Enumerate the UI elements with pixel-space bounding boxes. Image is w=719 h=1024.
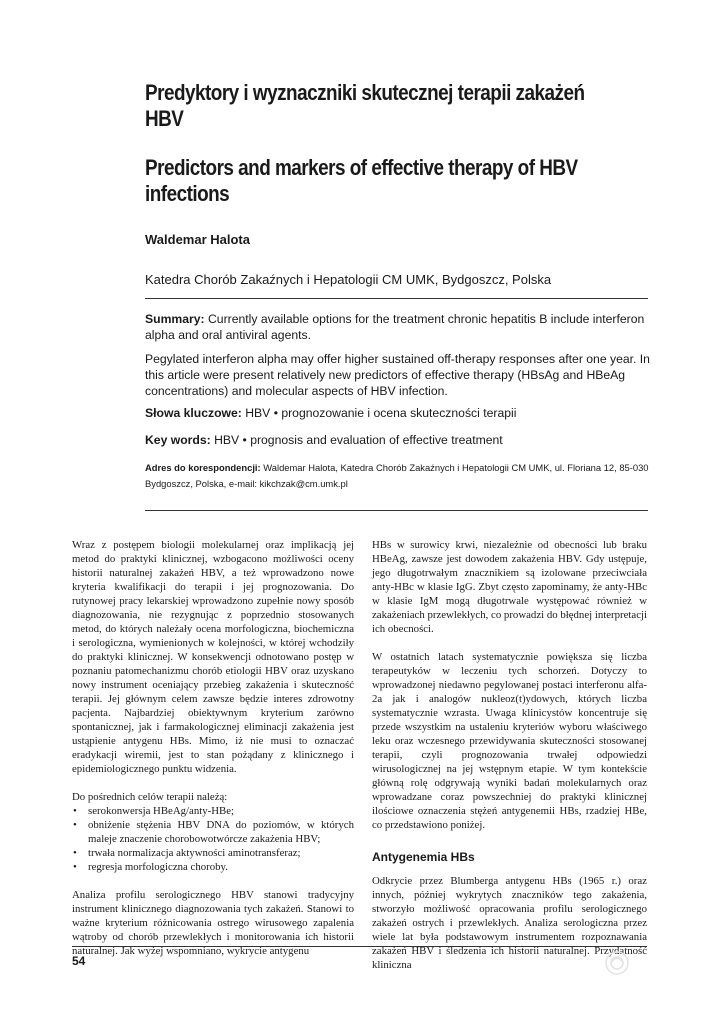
correspondence-text: Waldemar Halota, Katedra Chorób Zakaźnych i Hepatologii CM UMK, ul. Floriana 12, 85-030 Bydgoszcz, Polska, e-mail: kikchzak@cm.umk.pl bbox=[145, 462, 649, 489]
correspondence-address bbox=[145, 460, 650, 492]
correspondence-label: Adres do korespondencji: bbox=[145, 462, 261, 473]
author-name: Waldemar Halota bbox=[145, 232, 250, 247]
list-item-text: obniżenie stężenia HBV DNA do poziomów, w których maleje znaczenie chorobowotwórcze zakażenia HBV; bbox=[88, 819, 354, 845]
list-item bbox=[72, 818, 354, 846]
bullet-icon: • bbox=[73, 819, 77, 831]
title-polish: Predyktory i wyznaczniki skutecznej terapii zakażeń HBV bbox=[145, 80, 585, 131]
affiliation: Katedra Chorób Zakaźnych i Hepatologii CM UMK, Bydgoszcz, Polska bbox=[145, 272, 552, 287]
body-column-left bbox=[72, 538, 354, 958]
body-paragraph: W ostatnich latach systematycznie powiększa się liczba terapeutyków w leczeniu tych schorzeń. Dotyczy to wprowadzonej niedawno pegylowanej postaci interferonu alfa-2a jak i analogów nukleoz(t)ydowych, których liczba systematycznie wzrasta. Uwaga klinicystów koncentruje się przede wszystkim na ustaleniu kryteriów wyboru właściwego leku oraz wczesnego przewidywania skuteczności stosowanej terapii, czyli prognozowania trwałej odpowiedzi wirusologicznej na jej wstępnym etapie. W tym kontekście główną rolę odgrywają wyniki badań molekularnych oraz wprowadzane coraz powszechniej do praktyki klinicznej ilościowe oznaczenia stężeń antygenemii HBs, rzadziej HBe, co przedstawiono poniżej. bbox=[372, 651, 647, 831]
body-column-right bbox=[372, 538, 647, 972]
body-paragraph: Odkrycie przez Blumberga antygenu HBs (1965 r.) oraz innych, później wykrytych znaczników tego zakażenia, stworzyło możliwość opracowania profilu serologicznego zakażeń ostrych i przewlekłych. Analiza serologiczna przez wiele lat była podstawowym instrumentem rozpoznawania zakażeń HBV i śledzenia ich historii naturalnej. Przydatność kliniczna bbox=[372, 875, 647, 971]
body-paragraph: HBs w surowicy krwi, niezależnie od obecności lub braku HBeAg, zawsze jest dowodem zakażenia HBV. Gdy ustępuje, jego długotrwałym znacznikiem są izolowane przeciwciała anty-HBc w klasie IgG. Zbyt często zapominamy, że anty-HBc w klasie IgM mogą długotrwale występować również w zakażeniach przewlekłych, co prowadzi do błędnej interpretacji ich obecności. bbox=[372, 539, 647, 635]
summary-paragraph-2: Pegylated interferon alpha may offer higher sustained off-therapy responses after one year. In this article were present relatively new predictors of effective therapy (HBsAg and HBeAg concentrations) and molecular aspects of HBV infection. bbox=[145, 352, 650, 398]
summary bbox=[145, 311, 650, 343]
abstract-bottom-rule bbox=[145, 510, 648, 511]
bullet-icon: • bbox=[73, 861, 77, 873]
keywords-polish-label: Słowa kluczowe: bbox=[145, 406, 242, 420]
body-paragraph: Analiza profilu serologicznego HBV stanowi tradycyjny instrument klinicznego diagnozowania tych zakażeń. Stanowi to ważne kryterium różnicowania ostrego wirusowego zapalenia wątroby od chorób przewlekłych i monitorowania ich historii naturalnej. Jak wyżej wspomniano, wykrycie antygenu bbox=[72, 889, 354, 957]
bullet-icon: • bbox=[73, 805, 77, 817]
bullet-icon: • bbox=[73, 847, 77, 859]
keywords-english bbox=[145, 432, 650, 448]
page-number: 54 bbox=[72, 954, 86, 968]
section-heading: Antygenemia HBs bbox=[372, 850, 475, 864]
list-item bbox=[72, 860, 354, 874]
list-item-text: trwała normalizacja aktywności aminotransferaz; bbox=[88, 847, 301, 859]
keywords-english-label: Key words: bbox=[145, 433, 211, 447]
abstract-top-rule bbox=[145, 298, 648, 299]
body-paragraph: Wraz z postępem biologii molekularnej oraz implikacją jej metod do praktyki klinicznej, wzbogacono możliwości oceny historii naturalnej zakażeń HBV, a też wprowadzono nowe kryteria kwalifikacji do terapii i jej prognozowania. Do rutynowej pracy lekarskiej wprowadzono zupełnie nowy sposób diagnozowania, nie rezygnując z poprzednio stosowanych metod, do których należały ocena morfologiczna, biochemiczna i serologiczna, wymienionych w kolejności, w której wchodziły do praktyki klinicznej. W konsekwencji odnotowano postęp w poznaniu patomechanizmu chorób etiologii HBV oraz uzyskano nowy instrument oceniający przebieg zakażenia i skuteczność terapii. Jej głównym celem zawsze będzie interes zdrowotny pacjenta. Najbardziej obiektywnym kryterium zarówno spontanicznej, jak i farmakologicznej eliminacji zakażenia jest ustąpienie antygenu HBs. Mimo, iż nie musi to oznaczać eradykacji wiremii, jest to stan pożądany z klinicznego i epidemiologicznego punktu widzenia. bbox=[72, 539, 354, 775]
list-item-text: serokonwersja HBeAg/anty-HBe; bbox=[88, 805, 235, 817]
list-item-text: regresja morfologiczna choroby. bbox=[88, 861, 228, 873]
summary-text: Currently available options for the treatment chronic hepatitis B include interferon alpha and oral antiviral agents. bbox=[145, 312, 645, 342]
therapy-goals-list bbox=[72, 804, 354, 874]
list-item bbox=[72, 804, 354, 818]
list-item bbox=[72, 846, 354, 860]
keywords-english-text: HBV • prognosis and evaluation of effective treatment bbox=[214, 433, 503, 447]
list-intro: Do pośrednich celów terapii należą: bbox=[72, 791, 228, 803]
footer-rule bbox=[72, 946, 647, 947]
title-english: Predictors and markers of effective therapy of HBV infections bbox=[145, 155, 578, 206]
journal-logo-icon bbox=[604, 950, 630, 976]
keywords-polish bbox=[145, 405, 650, 421]
keywords-polish-text: HBV • prognozowanie i ocena skuteczności terapii bbox=[245, 406, 517, 420]
summary-label: Summary: bbox=[145, 312, 205, 326]
